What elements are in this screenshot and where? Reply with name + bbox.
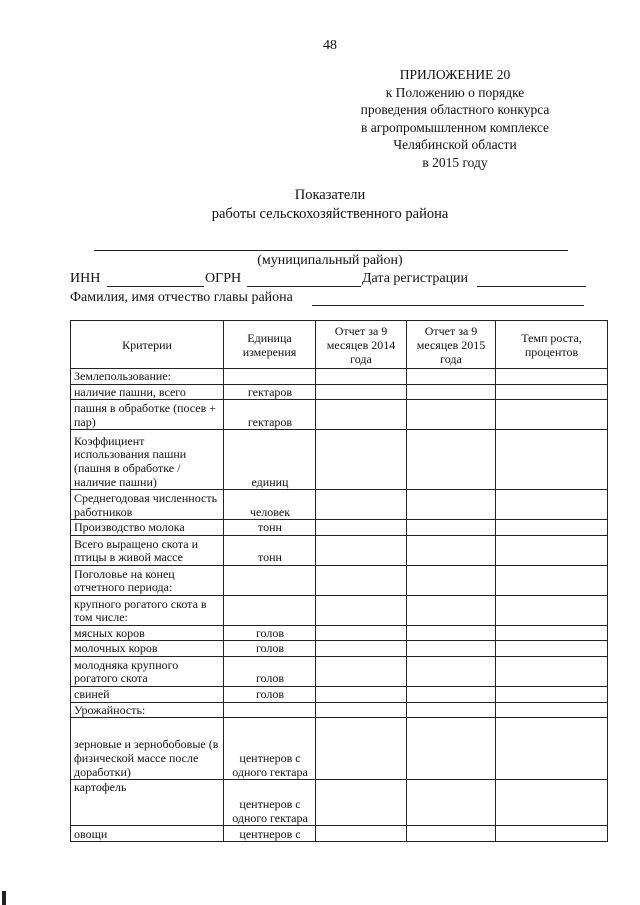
header-criteria: Критерии — [71, 321, 224, 369]
value-2014-cell[interactable] — [316, 535, 407, 565]
table-row — [71, 565, 608, 595]
growth-rate-cell[interactable] — [496, 656, 608, 686]
table-row — [71, 686, 608, 702]
value-2015-cell[interactable] — [407, 718, 496, 780]
indicators-table — [70, 320, 608, 842]
criteria-cell: Производство молока — [71, 520, 224, 536]
table-row — [71, 384, 608, 400]
table-row — [71, 702, 608, 718]
unit-cell: человек — [224, 490, 316, 520]
criteria-cell: Коэффициент использования пашни (пашня в обработке / наличие пашни) — [71, 430, 224, 490]
criteria-cell: зерновые и зернобобовые (в физической массе после доработки) — [71, 718, 224, 780]
value-2014-cell[interactable] — [316, 520, 407, 536]
value-2014-cell[interactable] — [316, 641, 407, 657]
criteria-cell: картофель — [71, 780, 224, 826]
growth-rate-cell[interactable] — [496, 490, 608, 520]
page-number: 48 — [323, 38, 337, 53]
value-2015-cell[interactable] — [407, 702, 496, 718]
table-row — [71, 826, 608, 842]
table-row — [71, 369, 608, 385]
value-2014-cell[interactable] — [316, 595, 407, 625]
criteria-cell: Среднегодовая численность работников — [71, 490, 224, 520]
criteria-cell: Поголовье на конец отчетного периода: — [71, 565, 224, 595]
growth-rate-cell[interactable] — [496, 430, 608, 490]
value-2014-cell[interactable] — [316, 430, 407, 490]
unit-cell: центнеров с одного гектара — [224, 718, 316, 780]
inn-label: ИНН — [70, 271, 101, 286]
table-row — [71, 641, 608, 657]
inn-field[interactable] — [107, 273, 204, 287]
table-row — [71, 656, 608, 686]
value-2015-cell[interactable] — [407, 625, 496, 641]
unit-cell — [224, 595, 316, 625]
appendix-line: в агропромышленном комплексе — [360, 119, 550, 135]
value-2015-cell[interactable] — [407, 826, 496, 842]
value-2014-cell[interactable] — [316, 702, 407, 718]
criteria-cell: Землепользование: — [71, 369, 224, 385]
header-report-2014: Отчет за 9 месяцев 2014 года — [316, 321, 407, 369]
unit-cell: центнеров с — [224, 826, 316, 842]
criteria-cell: свиней — [71, 686, 224, 702]
value-2015-cell[interactable] — [407, 780, 496, 826]
table-row — [71, 490, 608, 520]
value-2015-cell[interactable] — [407, 535, 496, 565]
value-2014-cell[interactable] — [316, 369, 407, 385]
criteria-cell: молочных коров — [71, 641, 224, 657]
value-2014-cell[interactable] — [316, 625, 407, 641]
municipal-district-field[interactable] — [94, 236, 568, 251]
table-header-row — [71, 321, 608, 369]
appendix-line: к Положению о порядке — [385, 84, 525, 100]
growth-rate-cell[interactable] — [496, 718, 608, 780]
head-name-label: Фамилия, имя отчество главы района — [70, 290, 293, 305]
ogrn-field[interactable] — [247, 273, 361, 287]
table-row — [71, 718, 608, 780]
value-2015-cell[interactable] — [407, 520, 496, 536]
growth-rate-cell[interactable] — [496, 595, 608, 625]
growth-rate-cell[interactable] — [496, 780, 608, 826]
growth-rate-cell[interactable] — [496, 686, 608, 702]
unit-cell: центнеров с одного гектара — [224, 780, 316, 826]
growth-rate-cell[interactable] — [496, 520, 608, 536]
header-report-2015: Отчет за 9 месяцев 2015 года — [407, 321, 496, 369]
growth-rate-cell[interactable] — [496, 625, 608, 641]
registration-date-label: Дата регистрации — [362, 271, 469, 286]
unit-cell: голов — [224, 686, 316, 702]
value-2014-cell[interactable] — [316, 384, 407, 400]
criteria-cell: пашня в обработке (посев + пар) — [71, 400, 224, 430]
municipal-caption: (муниципальный район) — [257, 253, 403, 268]
unit-cell: голов — [224, 641, 316, 657]
scan-edge-mark — [2, 891, 6, 905]
criteria-cell: наличие пашни, всего — [71, 384, 224, 400]
registration-date-field[interactable] — [477, 273, 586, 287]
value-2014-cell[interactable] — [316, 686, 407, 702]
table-row — [71, 780, 608, 826]
growth-rate-cell[interactable] — [496, 565, 608, 595]
value-2014-cell[interactable] — [316, 490, 407, 520]
growth-rate-cell[interactable] — [496, 384, 608, 400]
unit-cell: гектаров — [224, 400, 316, 430]
value-2015-cell[interactable] — [407, 565, 496, 595]
table-row — [71, 625, 608, 641]
value-2015-cell[interactable] — [407, 430, 496, 490]
unit-cell: гектаров — [224, 384, 316, 400]
value-2014-cell[interactable] — [316, 400, 407, 430]
header-unit: Единица измерения — [224, 321, 316, 369]
ogrn-label: ОГРН — [205, 271, 242, 286]
growth-rate-cell[interactable] — [496, 535, 608, 565]
growth-rate-cell[interactable] — [496, 826, 608, 842]
growth-rate-cell[interactable] — [496, 702, 608, 718]
value-2015-cell[interactable] — [407, 384, 496, 400]
title-line-2: работы сельскохозяйственного района — [211, 206, 449, 222]
appendix-line: Челябинской области — [393, 137, 517, 152]
value-2015-cell[interactable] — [407, 641, 496, 657]
table-row — [71, 520, 608, 536]
appendix-line: проведения областного конкурса — [360, 102, 550, 117]
growth-rate-cell[interactable] — [496, 400, 608, 430]
value-2015-cell[interactable] — [407, 369, 496, 385]
value-2014-cell[interactable] — [316, 780, 407, 826]
criteria-cell: овощи — [71, 826, 224, 842]
criteria-cell: крупного рогатого скота в том числе: — [71, 595, 224, 625]
value-2014-cell[interactable] — [316, 565, 407, 595]
value-2015-cell[interactable] — [407, 490, 496, 520]
header-growth-rate: Темп роста, процентов — [496, 321, 608, 369]
growth-rate-cell[interactable] — [496, 369, 608, 385]
table-row — [71, 400, 608, 430]
head-name-field[interactable] — [312, 292, 584, 306]
unit-cell — [224, 369, 316, 385]
table-row — [71, 535, 608, 565]
value-2014-cell[interactable] — [316, 718, 407, 780]
appendix-line: ПРИЛОЖЕНИЕ 20 — [399, 67, 511, 82]
table-row — [71, 595, 608, 625]
unit-cell: голов — [224, 656, 316, 686]
value-2015-cell[interactable] — [407, 656, 496, 686]
table-row — [71, 430, 608, 490]
document-title — [120, 186, 540, 224]
criteria-cell: Урожайность: — [71, 702, 224, 718]
value-2015-cell[interactable] — [407, 686, 496, 702]
title-line-1: Показатели — [294, 187, 366, 203]
appendix-line: в 2015 году — [422, 154, 488, 170]
value-2015-cell[interactable] — [407, 400, 496, 430]
value-2015-cell[interactable] — [407, 595, 496, 625]
criteria-cell: Всего выращено скота и птицы в живой массе — [71, 535, 224, 565]
value-2014-cell[interactable] — [316, 826, 407, 842]
criteria-cell: молодняка крупного рогатого скота — [71, 656, 224, 686]
unit-cell: тонн — [224, 520, 316, 536]
growth-rate-cell[interactable] — [496, 641, 608, 657]
unit-cell: тонн — [224, 535, 316, 565]
unit-cell: единиц — [224, 430, 316, 490]
criteria-cell: мясных коров — [71, 625, 224, 641]
unit-cell: голов — [224, 625, 316, 641]
unit-cell — [224, 702, 316, 718]
value-2014-cell[interactable] — [316, 656, 407, 686]
appendix-heading — [330, 66, 580, 171]
unit-cell — [224, 565, 316, 595]
